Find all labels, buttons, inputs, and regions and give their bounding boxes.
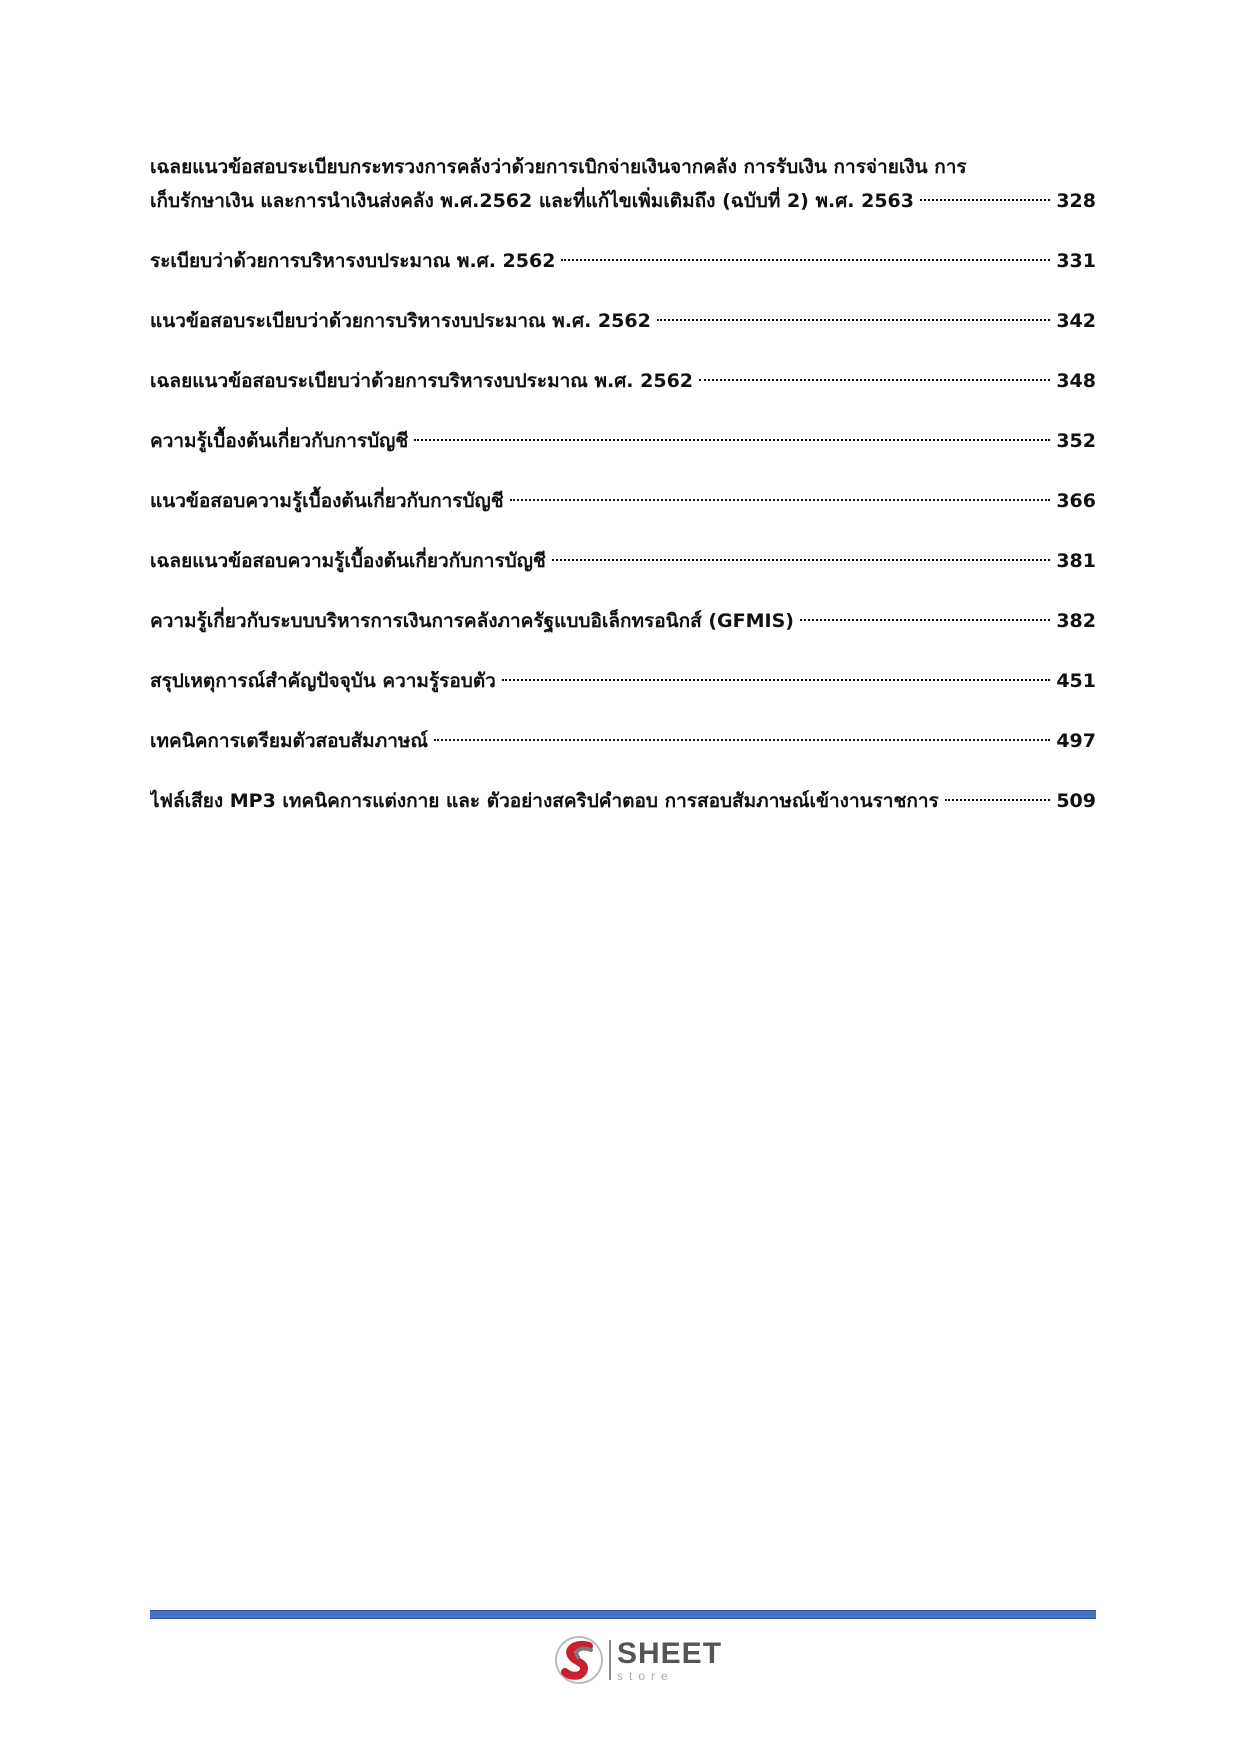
toc-entry[interactable] [150, 604, 1096, 638]
toc-entry-label: แนวข้อสอบระเบียบว่าด้วยการบริหารงบประมาณ พ.ศ. 2562 [150, 310, 651, 332]
dot-leader [434, 739, 1050, 741]
toc-entry[interactable] [150, 784, 1096, 818]
dot-leader [945, 799, 1051, 801]
logo-subtext: store [617, 1668, 674, 1683]
toc-page-number: 509 [1056, 790, 1096, 812]
toc-page-number: 451 [1056, 670, 1096, 692]
toc-page-number: 366 [1056, 490, 1096, 512]
sheet-store-logo-icon [553, 1634, 605, 1686]
toc-page-number: 497 [1056, 730, 1096, 752]
toc-entry-label: เทคนิคการเตรียมตัวสอบสัมภาษณ์ [150, 730, 429, 752]
toc-page-number: 382 [1056, 610, 1096, 632]
toc-entry-label: เก็บรักษาเงิน และการนำเงินส่งคลัง พ.ศ.2562 และที่แก้ไขเพิ่มเติมถึง (ฉบับที่ 2) พ.ศ. 2563 [150, 190, 914, 212]
toc-entry[interactable] [150, 664, 1096, 698]
toc-entry[interactable] [150, 544, 1096, 578]
toc-entry[interactable] [150, 244, 1096, 278]
toc-entry-label: ระเบียบว่าด้วยการบริหารงบประมาณ พ.ศ. 2562 [150, 250, 556, 272]
toc-entry[interactable] [150, 364, 1096, 398]
toc-entry-label: ไฟล์เสียง MP3 เทคนิคการแต่งกาย และ ตัวอย่างสคริปคำตอบ การสอบสัมภาษณ์เข้างานราชการ [150, 790, 939, 812]
sheet-store-logo [553, 1632, 722, 1688]
logo-wordmark: SHEET [617, 1636, 723, 1670]
dot-leader [699, 379, 1050, 381]
toc-entry-label: สรุปเหตุการณ์สำคัญปัจจุบัน ความรู้รอบตัว [150, 670, 496, 692]
toc-entry[interactable] [150, 150, 1096, 218]
toc-page-number: 328 [1056, 190, 1096, 212]
dot-leader [552, 559, 1051, 561]
dot-leader [502, 679, 1050, 681]
dot-leader [920, 199, 1050, 201]
toc-page-number: 352 [1056, 430, 1096, 452]
toc-entry-label-line1: เฉลยแนวข้อสอบระเบียบกระทรวงการคลังว่าด้วยการเบิกจ่ายเงินจากคลัง การรับเงิน การจ่ายเงิน การ [150, 156, 967, 178]
dot-leader [561, 259, 1050, 261]
logo-text [617, 1636, 723, 1683]
toc-page-number: 342 [1056, 310, 1096, 332]
logo-divider [609, 1640, 611, 1680]
toc-page-number: 331 [1056, 250, 1096, 272]
table-of-contents [150, 150, 1096, 844]
toc-entry-label: เฉลยแนวข้อสอบความรู้เบื้องต้นเกี่ยวกับการบัญชี [150, 550, 546, 572]
toc-entry[interactable] [150, 304, 1096, 338]
toc-entry-label: แนวข้อสอบความรู้เบื้องต้นเกี่ยวกับการบัญชี [150, 490, 504, 512]
dot-leader [414, 439, 1050, 441]
footer-divider [150, 1610, 1096, 1619]
toc-entry[interactable] [150, 724, 1096, 758]
toc-page-number: 348 [1056, 370, 1096, 392]
toc-entry[interactable] [150, 424, 1096, 458]
toc-entry-label: ความรู้เกี่ยวกับระบบบริหารการเงินการคลังภาครัฐแบบอิเล็กทรอนิกส์ (GFMIS) [150, 610, 794, 632]
dot-leader [657, 319, 1051, 321]
dot-leader [800, 619, 1050, 621]
toc-entry[interactable] [150, 484, 1096, 518]
toc-entry-label: ความรู้เบื้องต้นเกี่ยวกับการบัญชี [150, 430, 409, 452]
toc-entry-label: เฉลยแนวข้อสอบระเบียบว่าด้วยการบริหารงบประมาณ พ.ศ. 2562 [150, 370, 694, 392]
toc-page-number: 381 [1056, 550, 1096, 572]
dot-leader [510, 499, 1051, 501]
